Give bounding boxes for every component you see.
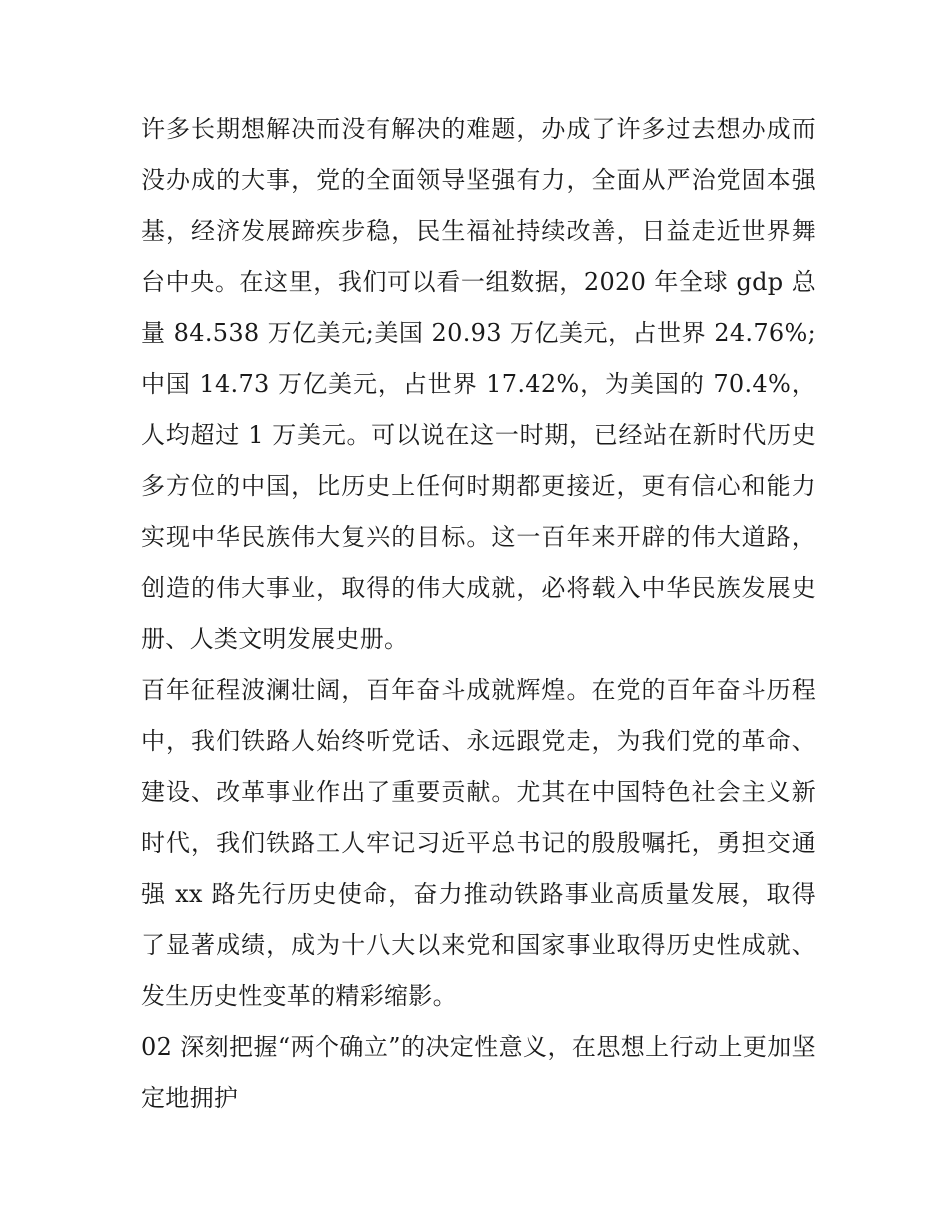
paragraph-achievements: 许多长期想解决而没有解决的难题，办成了许多过去想办成而没办成的大事，党的全面领导坚强有力，全面从严治党固本强基，经济发展蹄疾步稳，民生福祉持续改善，日益走近世界舞台中央。在这里，我们可以看一组数据，2020 年全球 gdp 总量 84.538 万亿美元;美国 20.93 万亿美元，占世界 24.76%;中国 14.73 万亿美元，占世界 17.42%，为美国的 70.4%，人均超过 1 万美元。可以说在这一时期，已经站在新时代历史多方位的中国，比历史上任何时期都更接近，更有信心和能力实现中华民族伟大复兴的目标。这一百年来开辟的伟大道路，创造的伟大事业，取得的伟大成就，必将载入中华民族发展史册、人类文明发展史册。: [141, 115, 816, 653]
paragraph-railway: 百年征程波澜壮阔，百年奋斗成就辉煌。在党的百年奋斗历程中，我们铁路人始终听党话、永远跟党走，为我们党的革命、建设、改革事业作出了重要贡献。尤其在中国特色社会主义新时代，我们铁路工人牢记习近平总书记的殷殷嘱托，勇担交通强 xx 路先行历史使命，奋力推动铁路事业高质量发展，取得了显著成绩，成为十八大以来党和国家事业取得历史性成就、发生历史性变革的精彩缩影。: [141, 676, 816, 1010]
document-body: [141, 104, 816, 1124]
section-heading-02: 02 深刻把握“两个确立”的决定性意义，在思想上行动上更加坚定地拥护: [141, 1033, 816, 1112]
